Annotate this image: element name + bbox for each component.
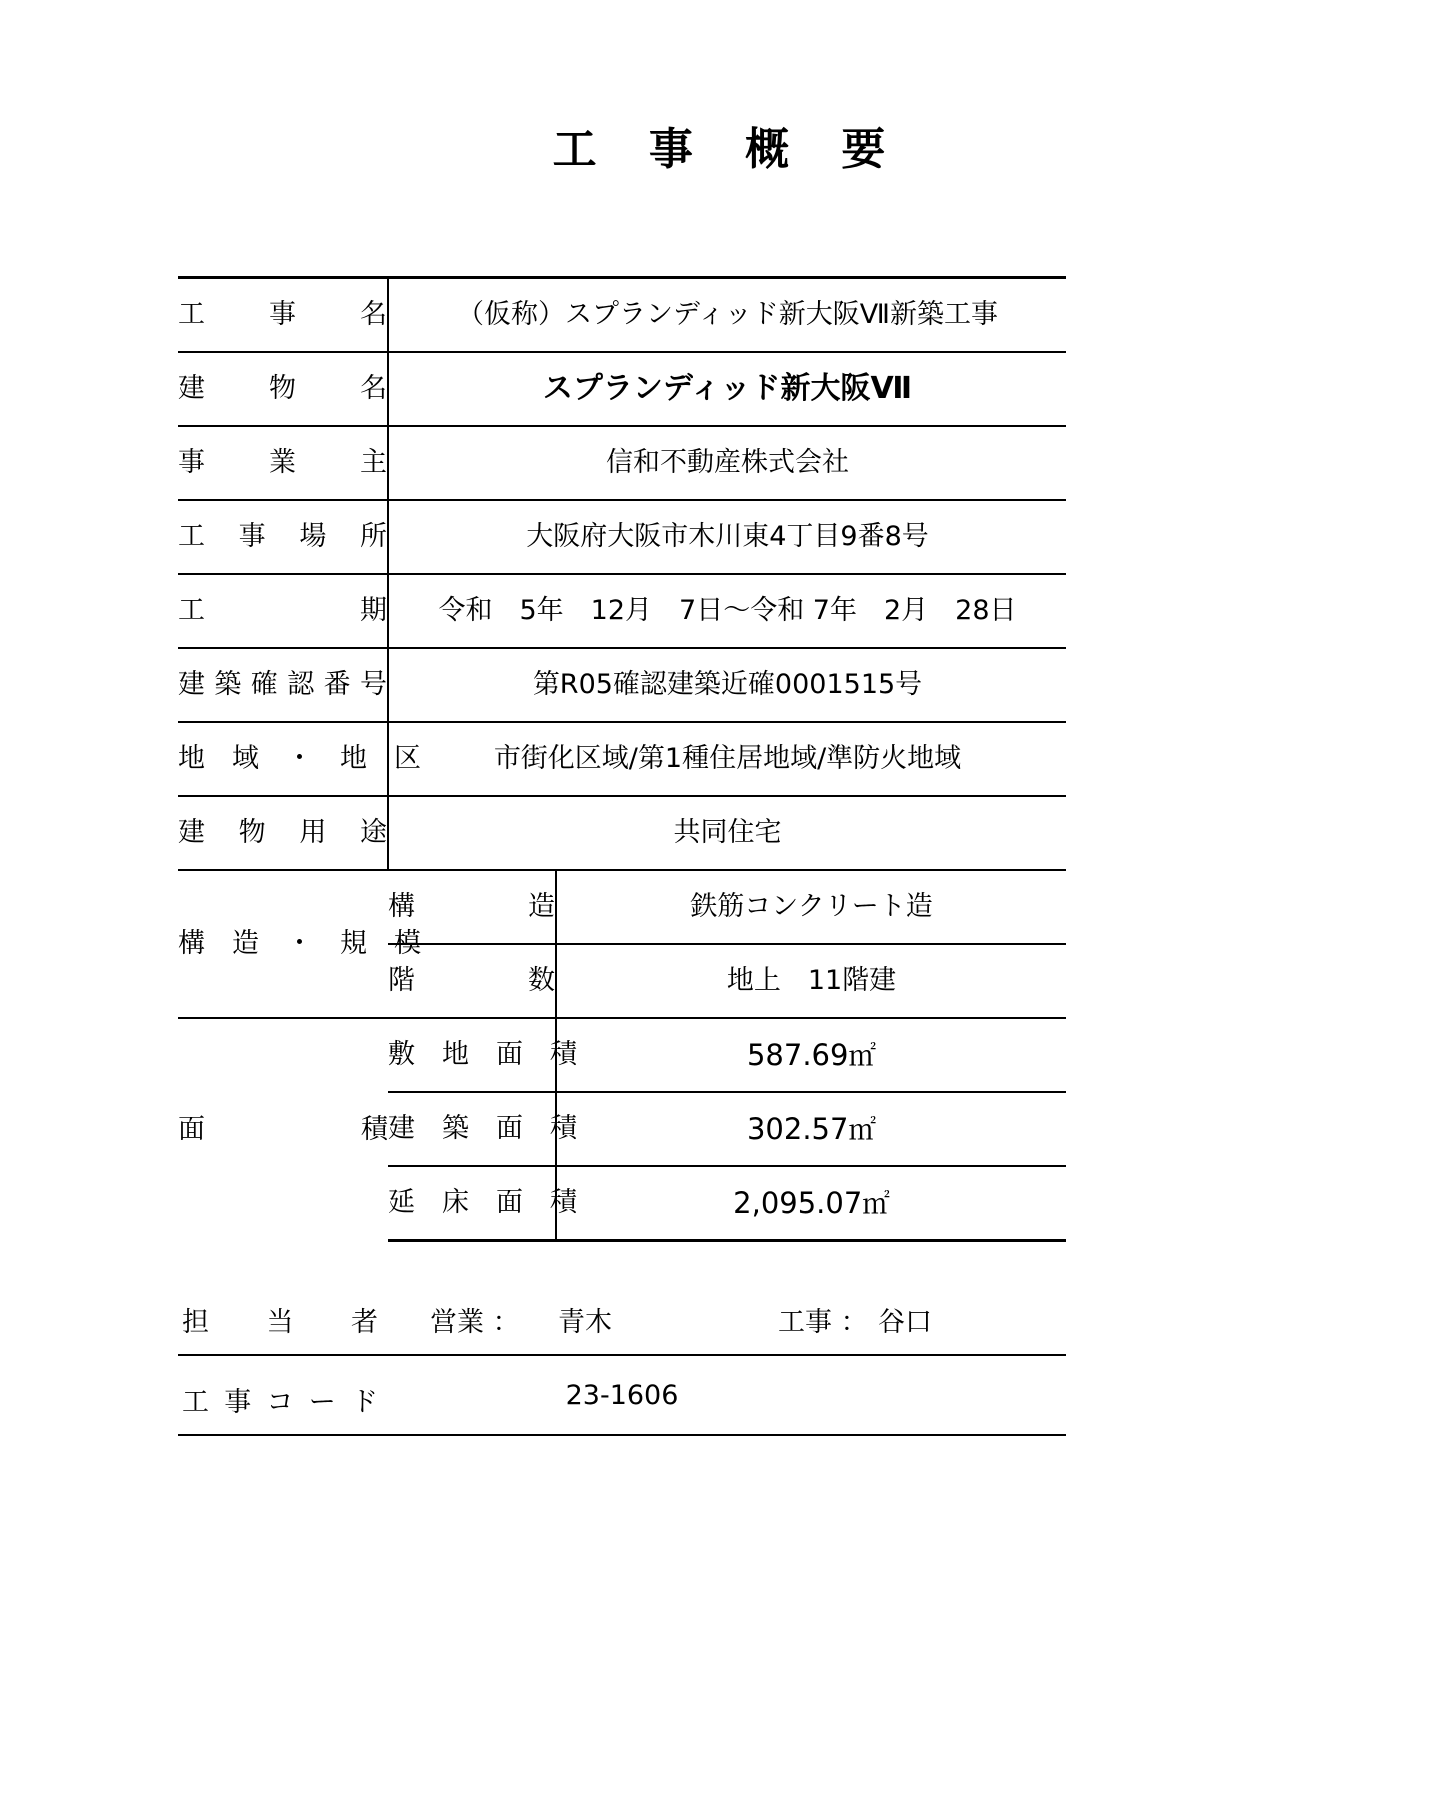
row-value-tatemonoyouto: 共同住宅 (388, 796, 1066, 870)
footer-label-tantousha: 担 当 者 (182, 1307, 378, 1338)
table-row (178, 278, 1066, 353)
row-label-koujibasho: 工 事 場 所 (178, 500, 388, 574)
kenchiku-menseki-unit: ㎡ (848, 1113, 877, 1146)
page-title: 工 事 概 要 (552, 124, 904, 175)
row-label-tatemonomei: 建 物 名 (178, 352, 388, 426)
table-row (178, 1018, 1066, 1092)
footer-row-tantousha (178, 1278, 1066, 1354)
row-value-jigyounushi: 信和不動産株式会社 (388, 426, 1066, 500)
footer-value-koujicode: 23-1606 (565, 1380, 679, 1411)
subrow-label-shikichi-menseki: 敷 地 面 積 (388, 1018, 556, 1092)
row-label-koujimei: 工 事 名 (178, 278, 388, 353)
table-row (178, 352, 1066, 426)
row-value-koujimei: （仮称）スプランディッド新大阪Ⅶ新築工事 (388, 278, 1066, 353)
footer-row-koujicode (178, 1354, 1066, 1430)
subrow-value-nobeyuka-menseki (556, 1166, 1066, 1241)
footer-divider-2 (178, 1434, 1066, 1436)
subrow-label-nobeyuka-menseki: 延 床 面 積 (388, 1166, 556, 1241)
row-label-kouki: 工 期 (178, 574, 388, 648)
row-value-kouki: 令和 5年 12月 7日～令和 7年 2月 28日 (388, 574, 1066, 648)
subrow-value-shikichi-menseki (556, 1018, 1066, 1092)
footer-value-sales-name: 青木 (558, 1307, 612, 1338)
row-label-tatemonoyouto: 建 物 用 途 (178, 796, 388, 870)
footer-value-construction-name: 谷口 (878, 1307, 932, 1338)
subrow-value-kouzou: 鉄筋コンクリート造 (556, 870, 1066, 944)
row-value-koujibasho: 大阪府大阪市木川東4丁目9番8号 (388, 500, 1066, 574)
table-row (178, 426, 1066, 500)
shikichi-menseki-unit: ㎡ (848, 1039, 877, 1072)
row-label-chiiki-chiku: 地 域 ・ 地 区 (178, 722, 388, 796)
kenchiku-menseki-number: 302.57 (746, 1111, 849, 1146)
row-value-chiiki-chiku: 市街化区域/第1種住居地域/準防火地域 (388, 722, 1066, 796)
group-label-menseki: 面 積 (178, 1018, 388, 1241)
footer-block (178, 1278, 1066, 1430)
nobeyuka-menseki-unit: ㎡ (862, 1187, 890, 1220)
subrow-value-kaisuu: 地上 11階建 (556, 944, 1066, 1018)
subrow-label-kouzou: 構 造 (388, 870, 556, 944)
row-value-kakuninbangou: 第R05確認建築近確0001515号 (388, 648, 1066, 722)
row-label-jigyounushi: 事 業 主 (178, 426, 388, 500)
shikichi-menseki-number: 587.69 (746, 1037, 849, 1072)
footer-label-construction: 工事 ： (778, 1307, 868, 1338)
row-label-kakuninbangou: 建築確認番号 (178, 648, 388, 722)
table-row (178, 574, 1066, 648)
group-label-kouzou-kibo: 構 造 ・ 規 模 (178, 870, 388, 1018)
nobeyuka-menseki-number: 2,095.07 (733, 1185, 863, 1220)
table-row (178, 796, 1066, 870)
construction-summary-table (178, 276, 1066, 1242)
table-row (178, 648, 1066, 722)
footer-label-koujicode: 工 事 コ ー ド (182, 1387, 378, 1418)
subrow-label-kaisuu: 階 数 (388, 944, 556, 1018)
footer-label-sales: 営業 ： (430, 1307, 520, 1338)
row-value-tatemonomei: スプランディッド新大阪Ⅶ (388, 352, 1066, 426)
subrow-value-kenchiku-menseki (556, 1092, 1066, 1166)
table-row (178, 722, 1066, 796)
table-row (178, 870, 1066, 944)
table-row (178, 500, 1066, 574)
subrow-label-kenchiku-menseki: 建 築 面 積 (388, 1092, 556, 1166)
